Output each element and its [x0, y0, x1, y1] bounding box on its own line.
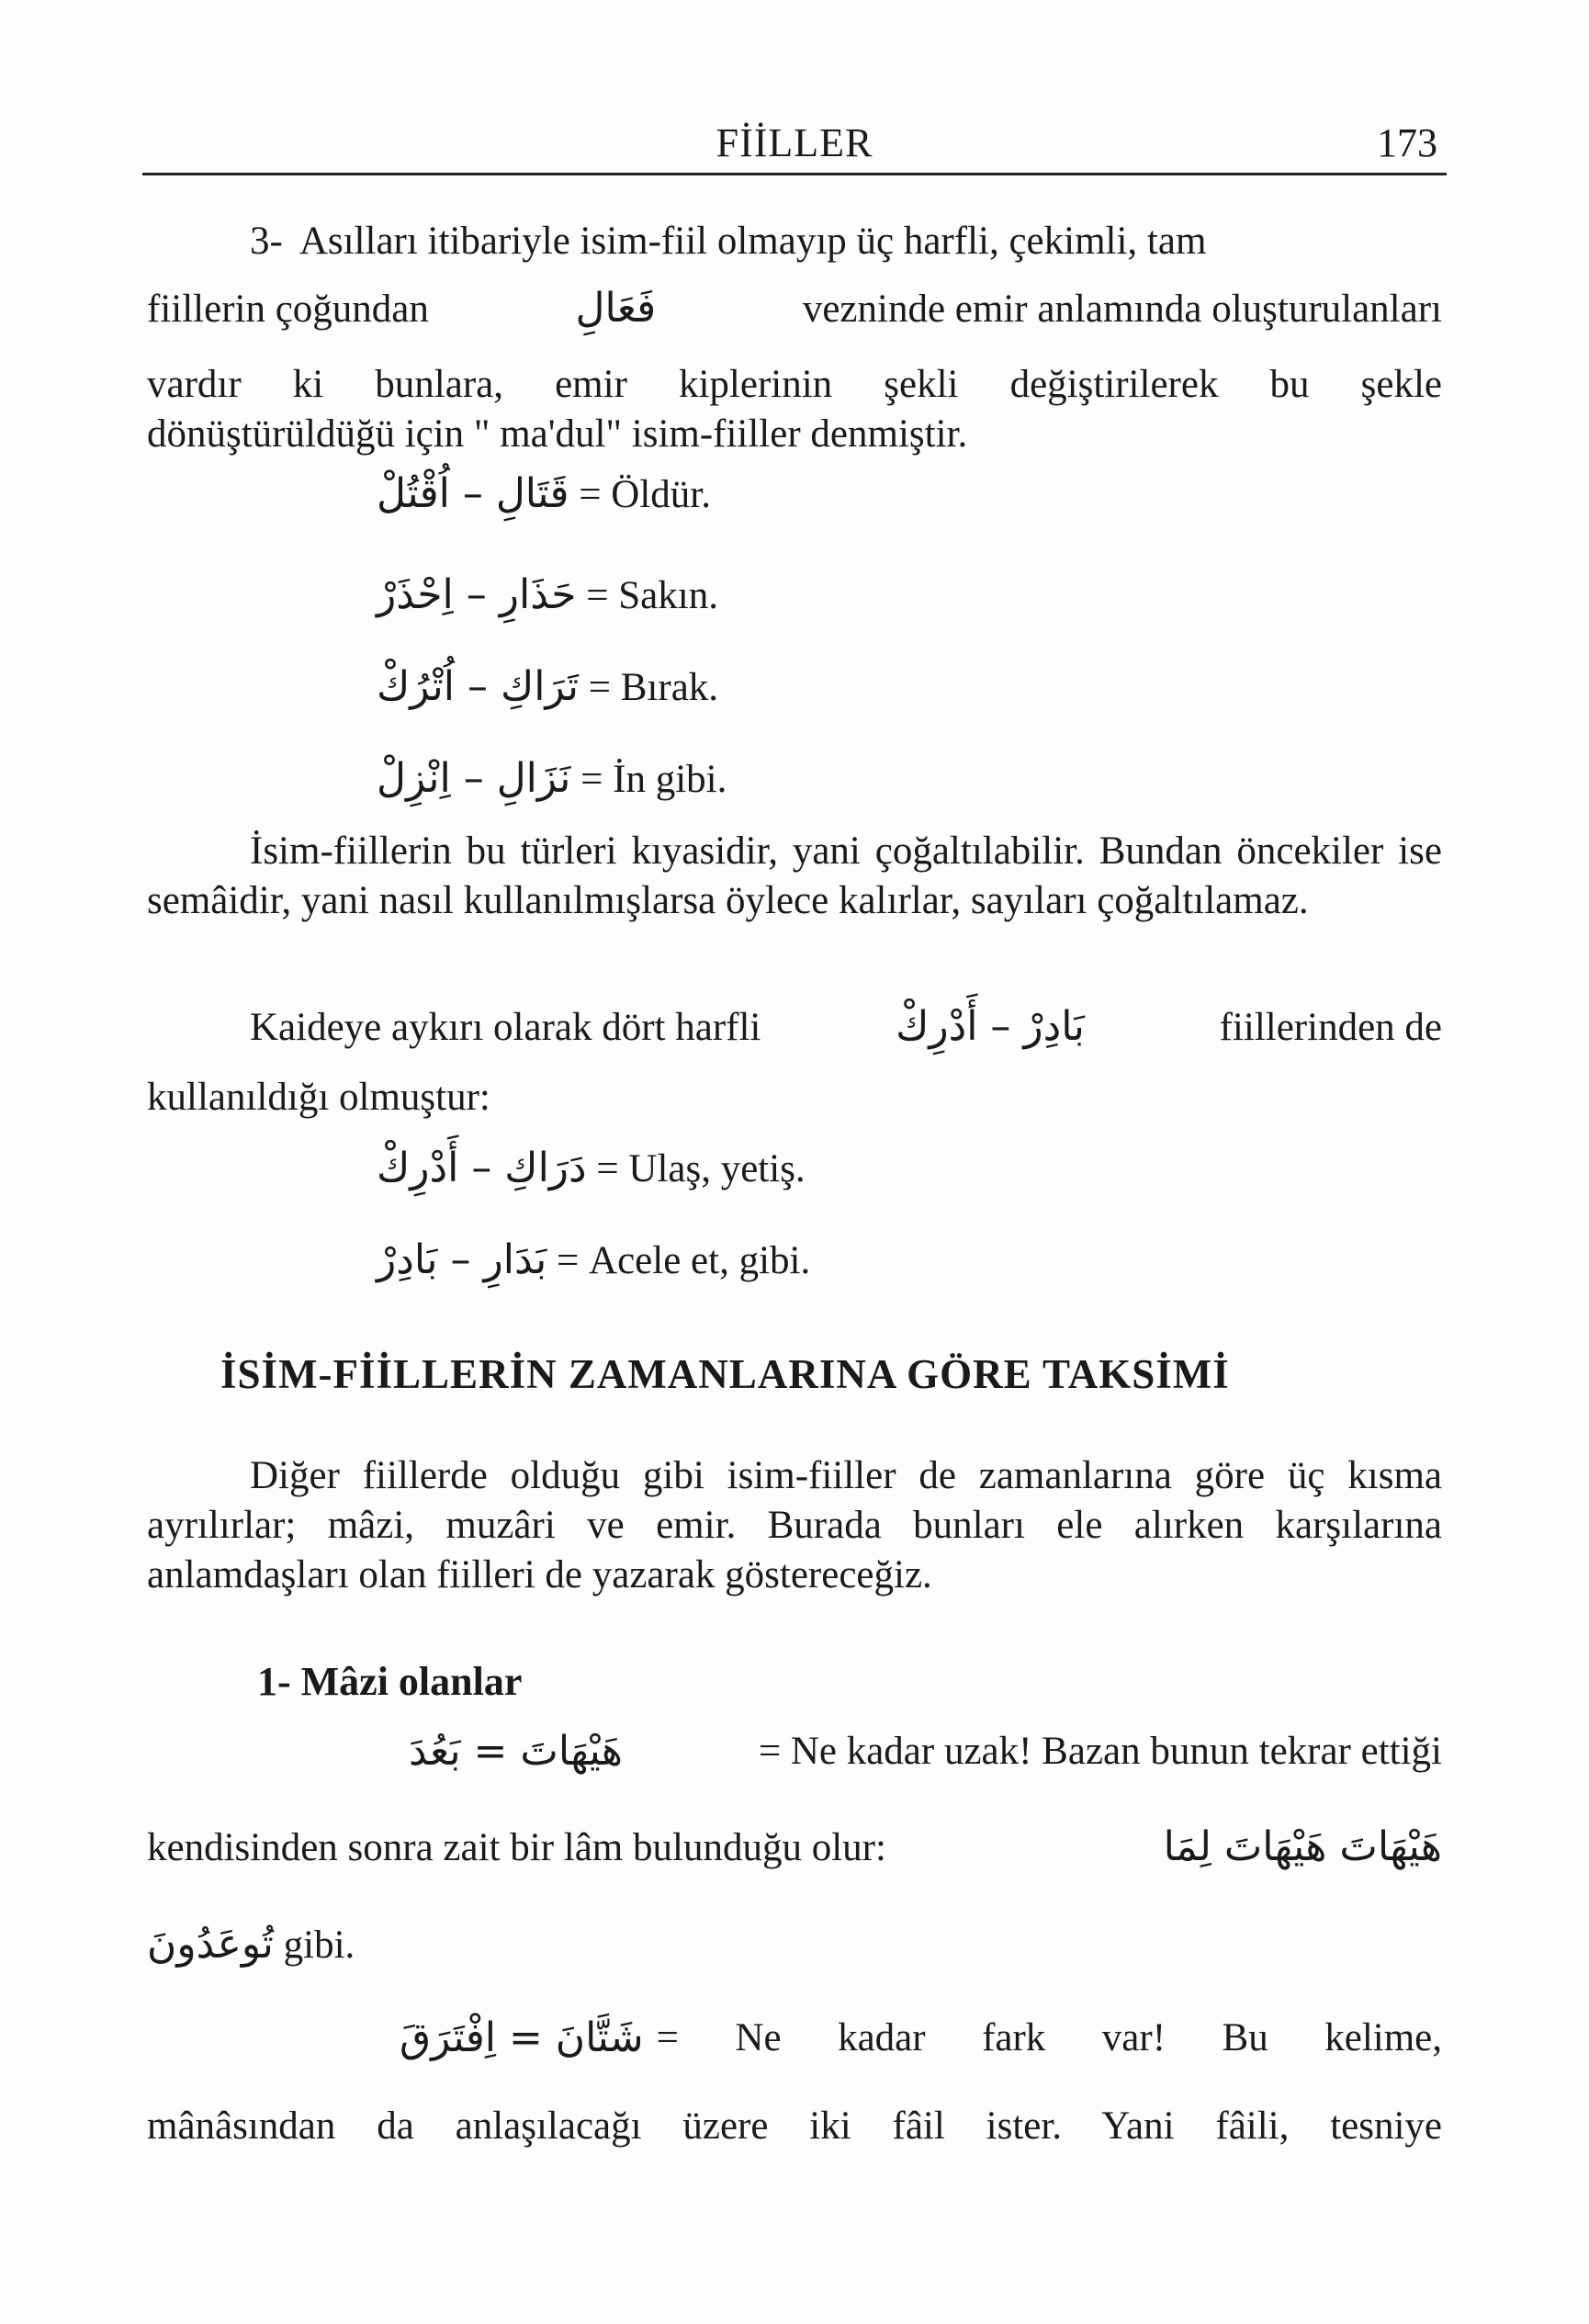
kaide-start: Kaideye aykırı olarak dört harfli	[250, 1006, 761, 1049]
example-row	[377, 663, 718, 710]
mazi-line4	[400, 2014, 1442, 2063]
mazi-ex2-text: = Ne kadar fark var! Bu kelime,	[656, 2016, 1442, 2059]
example-arabic: حَذَارِ – اِحْذَرْ	[377, 571, 577, 618]
paragraph-zaman: Diğer fiillerde olduğu gibi isim-fiiller de zamanlarına göre üç kısma ayrılırlar; mâzi, muzâri ve emir. Burada bunları ele alırken karşılarına anlamdaşları olan fiilleri de yazarak göstereceğiz.	[147, 1454, 1442, 1596]
running-title: FİİLLER	[716, 120, 873, 165]
page-number: 173	[1377, 120, 1437, 165]
example-meaning: = Bırak.	[588, 666, 719, 709]
mazi-line3-arabic: تُوعَدُونَ	[147, 1921, 274, 1968]
section3-line1-text: Asılları itibariyle isim-fiil olmayıp üç harfli, çekimli, tam	[299, 220, 1207, 263]
kaide-end: fiillerinden de	[1219, 1006, 1442, 1049]
mazi-line3	[147, 1920, 1442, 1970]
section3-line2-start: fiillerin çoğundan	[147, 288, 429, 331]
example-row	[377, 755, 727, 802]
example-meaning: = Öldür.	[579, 473, 711, 516]
mazi-ex1-arabic: هَيْهَاتَ = بَعُدَ	[409, 1728, 623, 1775]
example-arabic: نَزَالِ – اِنْزِلْ	[377, 755, 571, 802]
example-meaning: = Acele et, gibi.	[557, 1239, 811, 1282]
mazi-line2	[147, 1823, 1442, 1870]
kaide-line2: kullanıldığı olmuştur:	[147, 1076, 490, 1119]
example-row	[377, 470, 711, 517]
section3-line1	[147, 219, 1442, 264]
example-row	[377, 571, 718, 618]
kaide-arabic: بَادِرْ – أَدْرِكْ	[896, 1003, 1085, 1050]
section3-line2-end: vezninde emir anlamında oluşturulanları	[802, 288, 1442, 331]
section3-line2-arabic: فَعَالِ	[575, 285, 657, 332]
section-heading: İSİM-FİİLLERİN ZAMANLARINA GÖRE TAKSİMİ	[220, 1351, 1230, 1397]
mazi-line2-start: kendisinden sonra zait bir lâm bulunduğu olur:	[147, 1826, 886, 1869]
example-meaning: = Ulaş, yetiş.	[596, 1147, 806, 1190]
mazi-line3-text: gibi.	[283, 1924, 355, 1967]
mazi-ex1-text: = Ne kadar uzak! Bazan bunun tekrar ettiği	[758, 1730, 1442, 1773]
page-header	[142, 108, 1447, 175]
mazi-last-line: mânâsından da anlaşılacağı üzere iki fâil ister. Yani fâili, tesniye	[147, 2104, 1442, 2148]
section3-number: 3-	[250, 220, 283, 263]
kaide-line1	[147, 1003, 1442, 1050]
example-meaning: = Sakın.	[586, 574, 718, 617]
section3-line3: vardır ki bunlara, emir kiplerinin şekli değiştirilerek bu şekle	[147, 363, 1442, 406]
example-row	[377, 1236, 810, 1283]
example-arabic: بَدَارِ – بَادِرْ	[377, 1236, 547, 1283]
mazi-line2-arabic: هَيْهَاتَ هَيْهَاتَ لِمَا	[1163, 1823, 1442, 1870]
subheading-mazi: 1- Mâzi olanlar	[257, 1659, 523, 1704]
mazi-ex2-arabic: شَتَّانَ = اِفْتَرَقَ	[400, 2014, 644, 2061]
section3-line2	[147, 285, 1442, 332]
example-meaning: = İn gibi.	[580, 758, 727, 801]
example-row	[377, 1145, 806, 1191]
example-arabic: تَرَاكِ – اُتْرُكْ	[377, 663, 579, 710]
section3-line4: dönüştürüldüğü için " ma'dul" isim-fiiller denmiştir.	[147, 412, 968, 456]
example-arabic: قَتَالِ – اُقْتُلْ	[377, 470, 569, 517]
mazi-line1	[409, 1727, 1442, 1777]
example-arabic: دَرَاكِ – أَدْرِكْ	[377, 1145, 587, 1191]
paragraph-qiyasi: İsim-fiillerin bu türleri kıyasidir, yani çoğaltılabilir. Bundan öncekiler ise semâidir, yani nasıl kullanılmışlarsa öylece kalırlar, sayıları çoğaltılamaz.	[147, 829, 1442, 922]
